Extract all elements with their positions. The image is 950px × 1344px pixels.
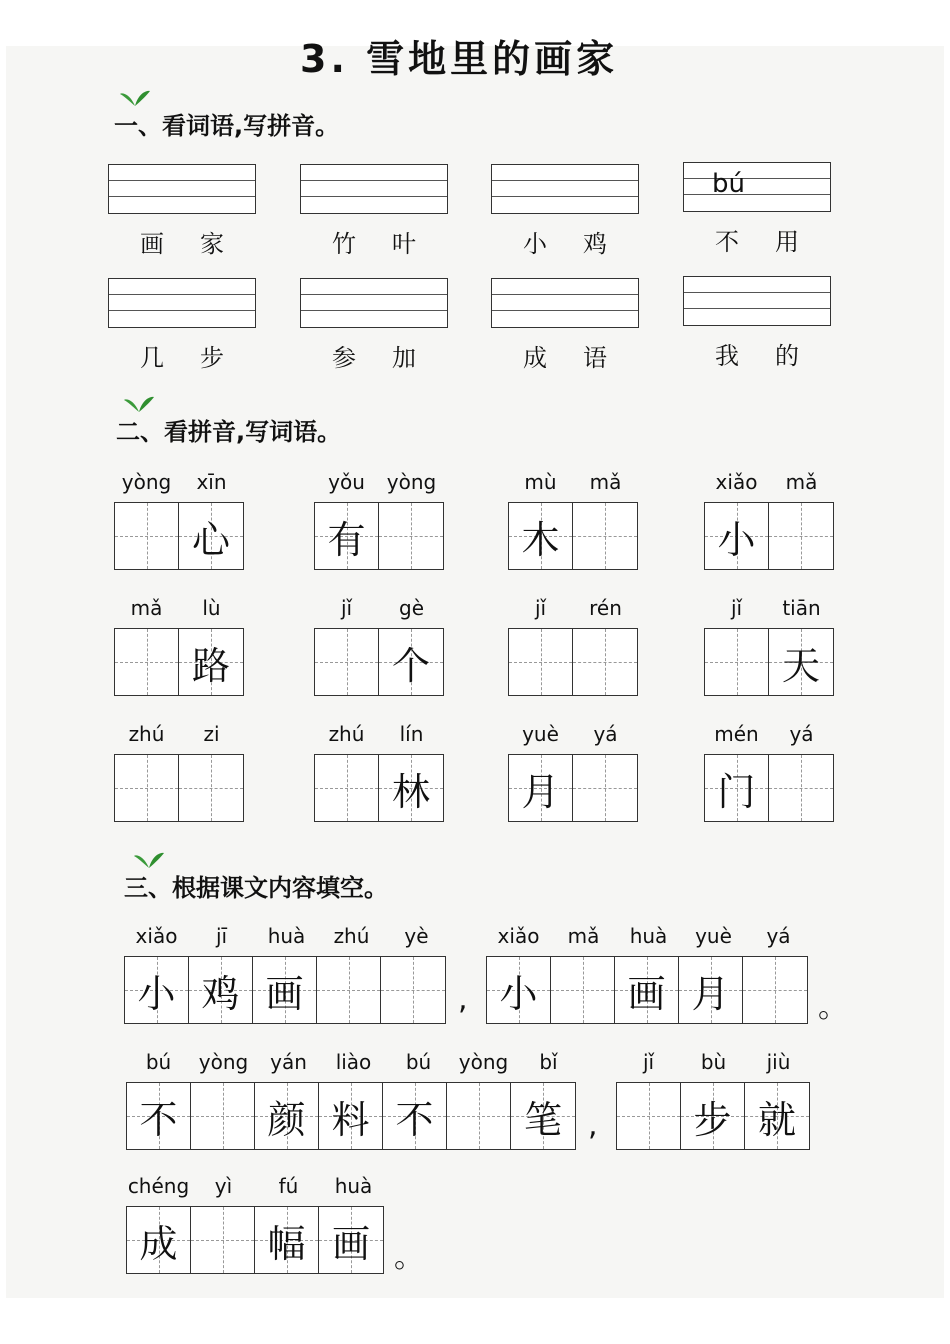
pinyin-syllable: mǎ: [130, 596, 163, 620]
char-cell[interactable]: [179, 755, 243, 821]
char-cell[interactable]: [127, 1207, 191, 1273]
pinyin-row: [508, 596, 638, 624]
char-cell[interactable]: [189, 957, 253, 1023]
cell-char: 小: [717, 517, 756, 562]
char-cell[interactable]: [379, 629, 443, 695]
word-char: 语: [583, 344, 607, 372]
char-cell[interactable]: [617, 1083, 681, 1149]
word-char: 家: [200, 230, 224, 258]
pinyin-row: [126, 1174, 386, 1202]
tianzige-grid: [114, 754, 244, 822]
char-cell[interactable]: [315, 629, 379, 695]
cell-char: [447, 1083, 510, 1149]
tianzige-grid: [704, 628, 834, 696]
char-cell[interactable]: [769, 755, 833, 821]
cell-char: 路: [191, 643, 230, 688]
word-char: 画: [140, 230, 164, 258]
leaf-icon: [122, 394, 156, 414]
leaf-icon: [118, 88, 152, 108]
pinyin-syllable: gè: [399, 596, 424, 620]
char-cell[interactable]: [191, 1207, 255, 1273]
cell-char: 画: [331, 1221, 370, 1266]
char-cell[interactable]: [115, 629, 179, 695]
tianzige-grid: [126, 1082, 576, 1150]
char-cell[interactable]: [447, 1083, 511, 1149]
pinyin-syllable: mǎ: [567, 924, 600, 948]
cell-char: [509, 629, 572, 695]
char-cell[interactable]: [573, 503, 637, 569]
char-cell[interactable]: [379, 755, 443, 821]
pinyin-row: [508, 470, 638, 498]
word-char: 鸡: [583, 230, 607, 258]
pinyin-row: [124, 924, 449, 952]
pinyin-syllable: fú: [278, 1174, 299, 1198]
pinyin-syllable: yá: [789, 722, 814, 746]
char-cell[interactable]: [509, 629, 573, 695]
char-cell[interactable]: [179, 503, 243, 569]
pinyin-syllable: yuè: [522, 722, 559, 746]
cell-char: 木: [521, 517, 560, 562]
word-char: 不: [715, 228, 739, 256]
char-cell[interactable]: [383, 1083, 447, 1149]
tianzige-grid: [616, 1082, 810, 1150]
tianzige-grid: [508, 628, 638, 696]
page-title: 3. 雪地里的画家: [300, 37, 619, 81]
tianzige-grid: [508, 502, 638, 570]
pinyin-syllable: yuè: [695, 924, 732, 948]
period-mark: 。: [394, 1240, 424, 1275]
pinyin-syllable: zhú: [328, 722, 365, 746]
pinyin-syllable: bú: [405, 1050, 432, 1074]
tianzige-grid: [114, 502, 244, 570]
pinyin-syllable: yòng: [198, 1050, 249, 1074]
char-cell[interactable]: [705, 629, 769, 695]
cell-char: 料: [331, 1097, 370, 1142]
cell-char: [315, 755, 378, 821]
char-cell[interactable]: [319, 1083, 383, 1149]
word-char: 加: [392, 344, 416, 372]
char-cell[interactable]: [319, 1207, 383, 1273]
pinyin-syllable: yì: [214, 1174, 233, 1198]
char-cell[interactable]: [255, 1207, 319, 1273]
pinyin-syllable: huà: [629, 924, 668, 948]
char-cell[interactable]: [573, 755, 637, 821]
pinyin-syllable: zhú: [128, 722, 165, 746]
tianzige-grid: [508, 754, 638, 822]
pinyin-syllable: bù: [700, 1050, 727, 1074]
tianzige-grid: [114, 628, 244, 696]
word-char: 用: [775, 228, 799, 256]
char-cell[interactable]: [379, 503, 443, 569]
char-cell[interactable]: [509, 503, 573, 569]
section-2-heading: 二、看拼音,写词语。: [116, 418, 342, 446]
char-cell[interactable]: [511, 1083, 575, 1149]
pinyin-box-4: [683, 162, 831, 257]
char-cell[interactable]: [769, 503, 833, 569]
cell-char: 有: [327, 517, 366, 562]
cell-char: [115, 503, 178, 569]
pinyin-syllable: lín: [399, 722, 424, 746]
pinyin-syllable: mǎ: [785, 470, 818, 494]
word-char: 叶: [392, 230, 416, 258]
word-char: 的: [775, 342, 799, 370]
pinyin-syllable: jī: [215, 924, 228, 948]
tianzige-grid: [126, 1206, 384, 1274]
cell-char: 个: [391, 643, 430, 688]
pinyin-row: [486, 924, 811, 952]
pinyin-syllable: chéng: [127, 1174, 190, 1198]
section-1-heading: 一、看词语,写拼音。: [114, 112, 340, 140]
cell-char: 幅: [267, 1221, 306, 1266]
char-cell[interactable]: [253, 957, 317, 1023]
pinyin-box-7: [491, 278, 639, 373]
pinyin-row: [114, 596, 244, 624]
word-char: 竹: [332, 230, 356, 258]
pinyin-syllable: jǐ: [642, 1050, 655, 1074]
pinyin-syllable: tiān: [782, 596, 821, 620]
pinyin-syllable: mén: [714, 722, 759, 746]
pinyin-syllable: yòng: [458, 1050, 509, 1074]
tianzige-grid: [314, 628, 444, 696]
cell-char: [191, 1083, 254, 1149]
cell-char: 林: [391, 769, 430, 814]
pinyin-syllable: bú: [145, 1050, 172, 1074]
char-cell[interactable]: [191, 1083, 255, 1149]
cell-char: 步: [693, 1097, 732, 1142]
char-cell[interactable]: [315, 503, 379, 569]
char-cell[interactable]: [125, 957, 189, 1023]
char-cell[interactable]: [769, 629, 833, 695]
comma-mark: ,: [458, 982, 468, 1017]
pinyin-syllable: huà: [334, 1174, 373, 1198]
pinyin-syllable: jiù: [766, 1050, 791, 1074]
pinyin-syllable: zi: [203, 722, 220, 746]
pinyin-syllable: xiǎo: [135, 924, 178, 948]
cell-char: [551, 957, 614, 1023]
word-char: 小: [523, 230, 547, 258]
char-cell[interactable]: [509, 755, 573, 821]
char-cell[interactable]: [705, 503, 769, 569]
tianzige-grid: [704, 754, 834, 822]
cell-char: [317, 957, 380, 1023]
pinyin-syllable: yè: [404, 924, 429, 948]
pinyin-syllable: liào: [335, 1050, 372, 1074]
tianzige-grid: [486, 956, 808, 1024]
char-cell[interactable]: [551, 957, 615, 1023]
pinyin-syllable: rén: [589, 596, 622, 620]
cell-char: 笔: [523, 1097, 562, 1142]
cell-char: [743, 957, 807, 1023]
pinyin-row: [704, 722, 834, 750]
word-char: 成: [523, 344, 547, 372]
cell-char: 不: [395, 1097, 434, 1142]
pinyin-syllable: mǎ: [589, 470, 622, 494]
word-char: 我: [715, 342, 739, 370]
pinyin-syllable: xiǎo: [497, 924, 540, 948]
char-cell[interactable]: [679, 957, 743, 1023]
word-char: 几: [140, 344, 164, 372]
char-cell[interactable]: [115, 755, 179, 821]
tianzige-grid: [314, 502, 444, 570]
pinyin-syllable: xiǎo: [715, 470, 758, 494]
cell-char: 画: [627, 971, 666, 1016]
pinyin-row: [114, 722, 244, 750]
char-cell[interactable]: [681, 1083, 745, 1149]
tianzige-grid: [704, 502, 834, 570]
pinyin-row: [616, 1050, 811, 1078]
pinyin-syllable: bǐ: [539, 1050, 558, 1074]
pinyin-row: [126, 1050, 581, 1078]
pinyin-syllable: jǐ: [730, 596, 743, 620]
pinyin-syllable: yòng: [121, 470, 172, 494]
comma-mark: ,: [588, 1108, 598, 1143]
pinyin-syllable: yǒu: [328, 470, 365, 494]
pinyin-row: [314, 722, 444, 750]
tianzige-grid: [124, 956, 446, 1024]
pinyin-syllable: yán: [270, 1050, 307, 1074]
cell-char: [115, 629, 178, 695]
pinyin-syllable: yòng: [386, 470, 437, 494]
pinyin-syllable: jǐ: [534, 596, 547, 620]
char-cell[interactable]: [743, 957, 807, 1023]
cell-char: [381, 957, 445, 1023]
cell-char: [573, 755, 637, 821]
char-cell[interactable]: [615, 957, 679, 1023]
char-cell[interactable]: [573, 629, 637, 695]
pinyin-syllable: jǐ: [340, 596, 353, 620]
cell-char: 小: [137, 971, 176, 1016]
cell-char: [573, 629, 637, 695]
tianzige-grid: [314, 754, 444, 822]
cell-char: 不: [139, 1097, 178, 1142]
cell-char: [769, 755, 833, 821]
cell-char: 小: [499, 971, 538, 1016]
cell-char: [315, 629, 378, 695]
period-mark: 。: [818, 990, 848, 1025]
char-cell[interactable]: [255, 1083, 319, 1149]
cell-char: [769, 503, 833, 569]
pinyin-row: [704, 596, 834, 624]
word-char: 步: [200, 344, 224, 372]
cell-char: 月: [521, 769, 560, 814]
cell-char: [705, 629, 768, 695]
pinyin-box-1: [108, 164, 256, 259]
cell-char: 天: [781, 643, 820, 688]
cell-char: 就: [757, 1097, 796, 1142]
char-cell[interactable]: [705, 755, 769, 821]
cell-char: 心: [191, 517, 230, 562]
pinyin-box-6: [300, 278, 448, 373]
pinyin-row: [314, 596, 444, 624]
pinyin-row: [314, 470, 444, 498]
cell-char: 画: [265, 971, 304, 1016]
section-3-heading: 三、根据课文内容填空。: [124, 874, 388, 902]
pinyin-box-8: [683, 276, 831, 371]
pinyin-box-5: [108, 278, 256, 373]
pinyin-syllable: yá: [593, 722, 618, 746]
pinyin-syllable: huà: [267, 924, 306, 948]
leaf-icon: [132, 850, 166, 870]
cell-char: 鸡: [201, 971, 240, 1016]
pinyin-row: [704, 470, 834, 498]
cell-char: [617, 1083, 680, 1149]
cell-char: [115, 755, 178, 821]
pinyin-box-2: [300, 164, 448, 259]
cell-char: [179, 755, 243, 821]
pinyin-syllable: xīn: [196, 470, 227, 494]
char-cell[interactable]: [745, 1083, 809, 1149]
char-cell[interactable]: [487, 957, 551, 1023]
pinyin-syllable: zhú: [333, 924, 370, 948]
char-cell[interactable]: [315, 755, 379, 821]
cell-char: 门: [717, 769, 756, 814]
char-cell[interactable]: [381, 957, 445, 1023]
char-cell[interactable]: [317, 957, 381, 1023]
char-cell[interactable]: [179, 629, 243, 695]
pinyin-syllable: yá: [766, 924, 791, 948]
pinyin-syllable: mù: [524, 470, 557, 494]
cell-char: [573, 503, 637, 569]
cell-char: 颜: [267, 1097, 306, 1142]
cell-char: [379, 503, 443, 569]
char-cell[interactable]: [127, 1083, 191, 1149]
word-char: 参: [332, 344, 356, 372]
pinyin-box-3: [491, 164, 639, 259]
cell-char: 月: [691, 971, 730, 1016]
pinyin-row: [508, 722, 638, 750]
pinyin-row: [114, 470, 244, 498]
cell-char: 成: [139, 1221, 178, 1266]
pinyin-answer[interactable]: bú: [712, 169, 745, 199]
pinyin-syllable: lù: [202, 596, 221, 620]
cell-char: [191, 1207, 254, 1273]
char-cell[interactable]: [115, 503, 179, 569]
